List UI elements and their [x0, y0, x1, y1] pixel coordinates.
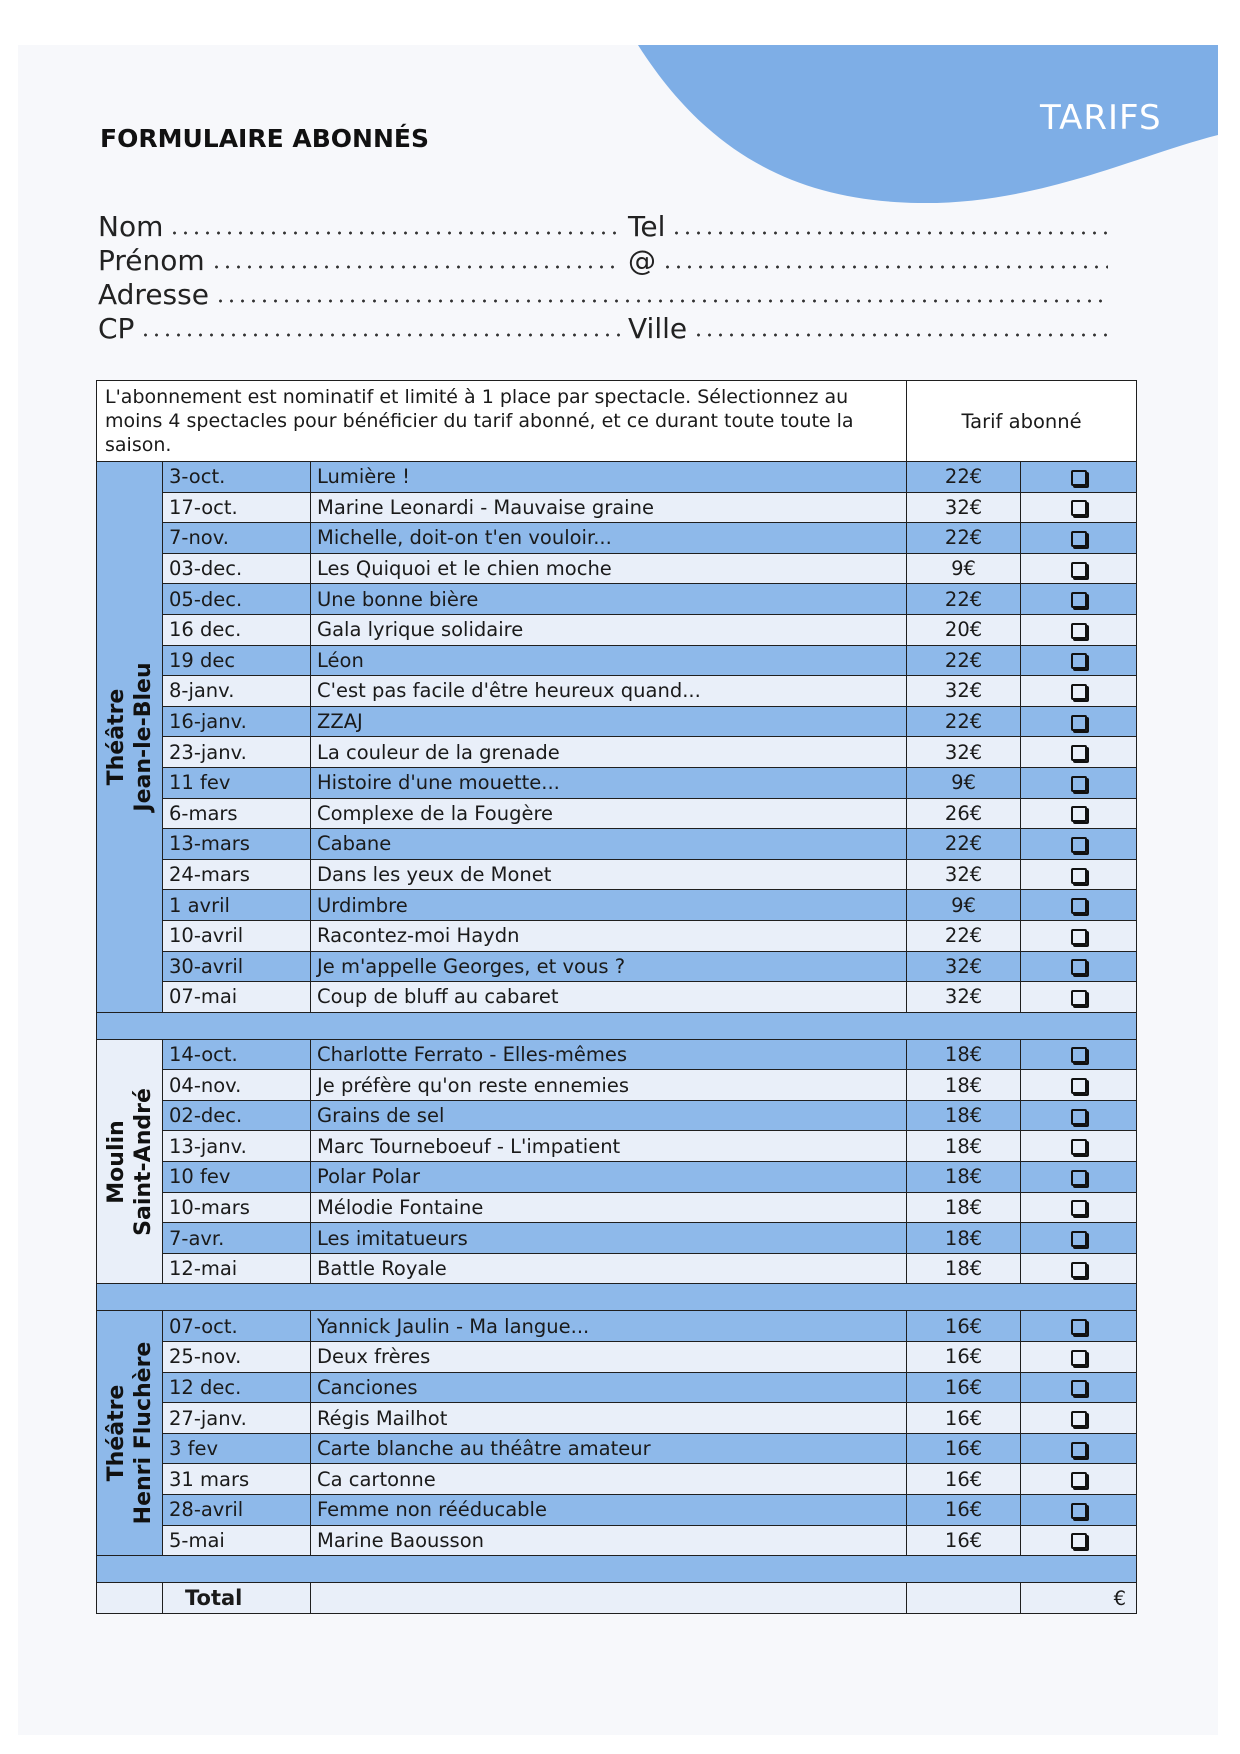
show-title: Les Quiquoi et le chien moche [311, 553, 907, 584]
show-price: 20€ [907, 614, 1021, 645]
venue-name-line2: Jean-le-Bleu [130, 662, 156, 812]
cp-field[interactable] [98, 312, 620, 345]
show-title: Régis Mailhot [311, 1403, 907, 1434]
select-cell[interactable] [1021, 584, 1137, 615]
table-row [97, 859, 1137, 890]
ville-dotted-line[interactable] [693, 333, 1108, 337]
select-cell[interactable] [1021, 767, 1137, 798]
select-cell[interactable] [1021, 614, 1137, 645]
show-checkbox[interactable] [1071, 684, 1087, 700]
show-date: 24-mars [163, 859, 311, 890]
show-price: 16€ [907, 1372, 1021, 1403]
show-checkbox[interactable] [1071, 715, 1087, 731]
form-title: FORMULAIRE ABONNÉS [100, 124, 429, 153]
show-checkbox[interactable] [1071, 1139, 1087, 1155]
show-title: Histoire d'une mouette... [311, 767, 907, 798]
show-date: 13-mars [163, 829, 311, 860]
show-date: 16-janv. [163, 706, 311, 737]
show-price: 32€ [907, 676, 1021, 707]
show-checkbox[interactable] [1071, 500, 1087, 516]
show-date: 6-mars [163, 798, 311, 829]
venue-name-line2: Henri Fluchère [130, 1341, 156, 1525]
show-date: 07-oct. [163, 1311, 311, 1342]
show-date: 23-janv. [163, 737, 311, 768]
show-date: 30-avril [163, 951, 311, 982]
venue-name-line1: Théâtre [103, 688, 129, 786]
show-price: 18€ [907, 1070, 1021, 1101]
show-date: 27-janv. [163, 1403, 311, 1434]
venue-name-line1: Théâtre [103, 1384, 129, 1482]
select-cell[interactable] [1021, 1433, 1137, 1464]
table-row [97, 1403, 1137, 1434]
show-checkbox[interactable] [1071, 1109, 1087, 1125]
select-cell[interactable] [1021, 1525, 1137, 1556]
show-checkbox[interactable] [1071, 1200, 1087, 1216]
cp-label: CP [98, 312, 135, 345]
field-row-nom-tel [98, 210, 1108, 244]
total-empty-cell [97, 1583, 163, 1614]
show-title: Léon [311, 645, 907, 676]
show-date: 17-oct. [163, 492, 311, 523]
select-cell[interactable] [1021, 1100, 1137, 1131]
show-date: 16 dec. [163, 614, 311, 645]
show-checkbox[interactable] [1071, 653, 1087, 669]
show-title: Complexe de la Fougère [311, 798, 907, 829]
tel-field[interactable] [628, 210, 1108, 243]
show-date: 10-mars [163, 1192, 311, 1223]
show-checkbox[interactable] [1071, 531, 1087, 547]
show-title: Gala lyrique solidaire [311, 614, 907, 645]
select-cell[interactable] [1021, 859, 1137, 890]
show-checkbox[interactable] [1071, 562, 1087, 578]
show-checkbox[interactable] [1071, 1472, 1087, 1488]
show-title: Canciones [311, 1372, 907, 1403]
show-price: 32€ [907, 951, 1021, 982]
field-row-cp-ville [98, 312, 1108, 346]
show-price: 18€ [907, 1131, 1021, 1162]
show-title: La couleur de la grenade [311, 737, 907, 768]
show-title: Cabane [311, 829, 907, 860]
select-cell[interactable] [1021, 1223, 1137, 1254]
select-cell[interactable] [1021, 676, 1137, 707]
show-date: 5-mai [163, 1525, 311, 1556]
show-price: 18€ [907, 1039, 1021, 1070]
adresse-label: Adresse [98, 278, 209, 311]
show-date: 12 dec. [163, 1372, 311, 1403]
venue-name-line2: Saint-André [130, 1087, 156, 1236]
show-checkbox[interactable] [1071, 1170, 1087, 1186]
venue-label-cell [97, 1311, 163, 1556]
show-date: 13-janv. [163, 1131, 311, 1162]
show-title: Je m'appelle Georges, et vous ? [311, 951, 907, 982]
select-cell[interactable] [1021, 553, 1137, 584]
show-title: Femme non rééducable [311, 1495, 907, 1526]
show-checkbox[interactable] [1071, 745, 1087, 761]
show-price: 9€ [907, 553, 1021, 584]
table-row [97, 1100, 1137, 1131]
show-price: 22€ [907, 706, 1021, 737]
show-date: 03-dec. [163, 553, 311, 584]
select-cell[interactable] [1021, 645, 1137, 676]
table-row [97, 1070, 1137, 1101]
table-row [97, 1464, 1137, 1495]
show-checkbox[interactable] [1071, 1533, 1087, 1549]
venue-separator-row [97, 1012, 1137, 1039]
show-date: 31 mars [163, 1464, 311, 1495]
table-row [97, 829, 1137, 860]
total-label: Total [163, 1583, 311, 1614]
table-row [97, 1192, 1137, 1223]
show-checkbox[interactable] [1071, 776, 1087, 792]
show-title: Grains de sel [311, 1100, 907, 1131]
show-title: Charlotte Ferrato - Elles-mêmes [311, 1039, 907, 1070]
table-row [97, 1131, 1137, 1162]
show-title: Urdimbre [311, 890, 907, 921]
show-price: 16€ [907, 1464, 1021, 1495]
select-cell[interactable] [1021, 706, 1137, 737]
show-price: 22€ [907, 462, 1021, 493]
tel-dotted-line[interactable] [671, 231, 1108, 235]
show-checkbox[interactable] [1071, 868, 1087, 884]
table-row [97, 798, 1137, 829]
table-row [97, 523, 1137, 554]
show-checkbox[interactable] [1071, 959, 1087, 975]
show-price: 22€ [907, 645, 1021, 676]
show-title: Yannick Jaulin - Ma langue... [311, 1311, 907, 1342]
venue-separator [97, 1556, 1137, 1583]
prenom-dotted-line[interactable] [211, 265, 620, 269]
select-cell[interactable] [1021, 492, 1137, 523]
total-currency: € [1021, 1583, 1137, 1614]
show-checkbox[interactable] [1071, 1350, 1087, 1366]
show-price: 16€ [907, 1495, 1021, 1526]
select-cell[interactable] [1021, 1162, 1137, 1193]
show-title: ZZAJ [311, 706, 907, 737]
venue-label-cell [97, 462, 163, 1013]
field-row-adresse [98, 278, 1108, 312]
select-cell[interactable] [1021, 1039, 1137, 1070]
venue-separator-row [97, 1284, 1137, 1311]
show-checkbox[interactable] [1071, 837, 1087, 853]
show-date: 05-dec. [163, 584, 311, 615]
nom-field[interactable] [98, 210, 620, 243]
venue-name [103, 1088, 157, 1236]
show-date: 19 dec [163, 645, 311, 676]
show-price: 22€ [907, 584, 1021, 615]
show-title: Je préfère qu'on reste ennemies [311, 1070, 907, 1101]
show-price: 18€ [907, 1253, 1021, 1284]
email-field[interactable] [628, 244, 1108, 277]
show-checkbox[interactable] [1071, 898, 1087, 914]
show-checkbox[interactable] [1071, 806, 1087, 822]
show-date: 1 avril [163, 890, 311, 921]
show-price: 22€ [907, 523, 1021, 554]
show-title: Une bonne bière [311, 584, 907, 615]
show-price: 32€ [907, 737, 1021, 768]
show-title: Lumière ! [311, 462, 907, 493]
show-checkbox[interactable] [1071, 1231, 1087, 1247]
show-date: 10 fev [163, 1162, 311, 1193]
show-price: 18€ [907, 1223, 1021, 1254]
show-price: 16€ [907, 1342, 1021, 1373]
table-row [97, 1372, 1137, 1403]
select-cell[interactable] [1021, 982, 1137, 1013]
subscription-table [96, 380, 1137, 1614]
show-price: 16€ [907, 1433, 1021, 1464]
venue-separator [97, 1012, 1137, 1039]
select-cell[interactable] [1021, 1342, 1137, 1373]
show-title: Polar Polar [311, 1162, 907, 1193]
table-row [97, 1495, 1137, 1526]
prenom-field[interactable] [98, 244, 620, 277]
show-checkbox[interactable] [1071, 990, 1087, 1006]
select-cell[interactable] [1021, 1403, 1137, 1434]
venue-name-line1: Moulin [103, 1119, 129, 1204]
cp-dotted-line[interactable] [140, 333, 620, 337]
show-price: 22€ [907, 920, 1021, 951]
table-row [97, 1433, 1137, 1464]
table-row [97, 1039, 1137, 1070]
show-checkbox[interactable] [1071, 1380, 1087, 1396]
table-row [97, 737, 1137, 768]
select-cell[interactable] [1021, 1372, 1137, 1403]
total-blank-cell [311, 1583, 907, 1614]
venue-name [103, 1342, 157, 1525]
show-price: 26€ [907, 798, 1021, 829]
show-date: 28-avril [163, 1495, 311, 1526]
show-date: 07-mai [163, 982, 311, 1013]
show-price: 32€ [907, 982, 1021, 1013]
table-row [97, 767, 1137, 798]
show-checkbox[interactable] [1071, 1047, 1087, 1063]
show-checkbox[interactable] [1071, 623, 1087, 639]
field-row-prenom-email [98, 244, 1108, 278]
venue-separator-row [97, 1556, 1137, 1583]
select-cell[interactable] [1021, 829, 1137, 860]
show-price: 18€ [907, 1162, 1021, 1193]
show-date: 25-nov. [163, 1342, 311, 1373]
table-row [97, 890, 1137, 921]
table-row [97, 951, 1137, 982]
table-row [97, 1253, 1137, 1284]
show-checkbox[interactable] [1071, 592, 1087, 608]
total-row [97, 1583, 1137, 1614]
select-cell[interactable] [1021, 737, 1137, 768]
adresse-field[interactable] [98, 278, 1108, 311]
select-cell[interactable] [1021, 890, 1137, 921]
select-cell[interactable] [1021, 1192, 1137, 1223]
tarifs-tab-label: TARIFS [1040, 98, 1162, 138]
table-row [97, 920, 1137, 951]
show-price: 22€ [907, 829, 1021, 860]
table-row [97, 462, 1137, 493]
email-label: @ [628, 244, 656, 277]
nom-label: Nom [98, 210, 164, 243]
show-date: 8-janv. [163, 676, 311, 707]
show-date: 12-mai [163, 1253, 311, 1284]
show-title: Racontez-moi Haydn [311, 920, 907, 951]
show-checkbox[interactable] [1071, 1411, 1087, 1427]
select-cell[interactable] [1021, 951, 1137, 982]
table-row [97, 982, 1137, 1013]
select-cell[interactable] [1021, 1495, 1137, 1526]
show-checkbox[interactable] [1071, 1078, 1087, 1094]
show-checkbox[interactable] [1071, 1442, 1087, 1458]
select-cell[interactable] [1021, 1131, 1137, 1162]
table-row [97, 553, 1137, 584]
show-title: Coup de bluff au cabaret [311, 982, 907, 1013]
select-cell[interactable] [1021, 523, 1137, 554]
show-price: 18€ [907, 1192, 1021, 1223]
show-title: Marine Leonardi - Mauvaise graine [311, 492, 907, 523]
table-row [97, 1342, 1137, 1373]
show-title: Les imitatueurs [311, 1223, 907, 1254]
table-intro-row [97, 381, 1137, 462]
table-row [97, 1223, 1137, 1254]
venue-separator [97, 1284, 1137, 1311]
table-row [97, 1162, 1137, 1193]
ville-label: Ville [628, 312, 688, 345]
table-row [97, 584, 1137, 615]
show-price: 18€ [907, 1100, 1021, 1131]
show-date: 7-nov. [163, 523, 311, 554]
show-date: 11 fev [163, 767, 311, 798]
table-row [97, 676, 1137, 707]
email-dotted-line[interactable] [662, 265, 1108, 269]
show-price: 9€ [907, 890, 1021, 921]
show-title: C'est pas facile d'être heureux quand... [311, 676, 907, 707]
venue-label-cell [97, 1039, 163, 1284]
show-date: 04-nov. [163, 1070, 311, 1101]
show-date: 3-oct. [163, 462, 311, 493]
show-price: 16€ [907, 1403, 1021, 1434]
show-checkbox[interactable] [1071, 929, 1087, 945]
show-title: Dans les yeux de Monet [311, 859, 907, 890]
show-checkbox[interactable] [1071, 1319, 1087, 1335]
show-price: 9€ [907, 767, 1021, 798]
table-row [97, 1525, 1137, 1556]
show-title: Battle Royale [311, 1253, 907, 1284]
show-date: 14-oct. [163, 1039, 311, 1070]
table-row [97, 1311, 1137, 1342]
show-title: Carte blanche au théâtre amateur [311, 1433, 907, 1464]
adresse-dotted-line[interactable] [215, 299, 1108, 303]
venue-name [103, 662, 157, 811]
select-cell[interactable] [1021, 920, 1137, 951]
prenom-label: Prénom [98, 244, 205, 277]
show-price: 32€ [907, 492, 1021, 523]
table-row [97, 645, 1137, 676]
select-cell[interactable] [1021, 1311, 1137, 1342]
ville-field[interactable] [628, 312, 1108, 345]
show-title: Ca cartonne [311, 1464, 907, 1495]
nom-dotted-line[interactable] [169, 231, 620, 235]
select-cell[interactable] [1021, 462, 1137, 493]
tarif-abonne-header: Tarif abonné [907, 381, 1137, 462]
show-price: 32€ [907, 859, 1021, 890]
show-title: Marc Tourneboeuf - L'impatient [311, 1131, 907, 1162]
show-checkbox[interactable] [1071, 470, 1087, 486]
subscription-conditions-text: L'abonnement est nominatif et limité à 1 place par spectacle. Sélectionnez au moins 4 spectacles pour bénéficier du tarif abonné, et ce durant toute toute la saison. [97, 381, 907, 462]
show-checkbox[interactable] [1071, 1262, 1087, 1278]
total-price-cell[interactable] [907, 1583, 1021, 1614]
table-row [97, 706, 1137, 737]
show-title: Mélodie Fontaine [311, 1192, 907, 1223]
show-title: Michelle, doit-on t'en vouloir... [311, 523, 907, 554]
show-checkbox[interactable] [1071, 1503, 1087, 1519]
show-price: 16€ [907, 1311, 1021, 1342]
select-cell[interactable] [1021, 1464, 1137, 1495]
select-cell[interactable] [1021, 1253, 1137, 1284]
select-cell[interactable] [1021, 1070, 1137, 1101]
show-title: Deux frères [311, 1342, 907, 1373]
show-date: 02-dec. [163, 1100, 311, 1131]
table-row [97, 492, 1137, 523]
show-price: 16€ [907, 1525, 1021, 1556]
table-row [97, 614, 1137, 645]
show-date: 7-avr. [163, 1223, 311, 1254]
show-date: 3 fev [163, 1433, 311, 1464]
tel-label: Tel [628, 210, 666, 243]
show-date: 10-avril [163, 920, 311, 951]
show-title: Marine Baousson [311, 1525, 907, 1556]
select-cell[interactable] [1021, 798, 1137, 829]
